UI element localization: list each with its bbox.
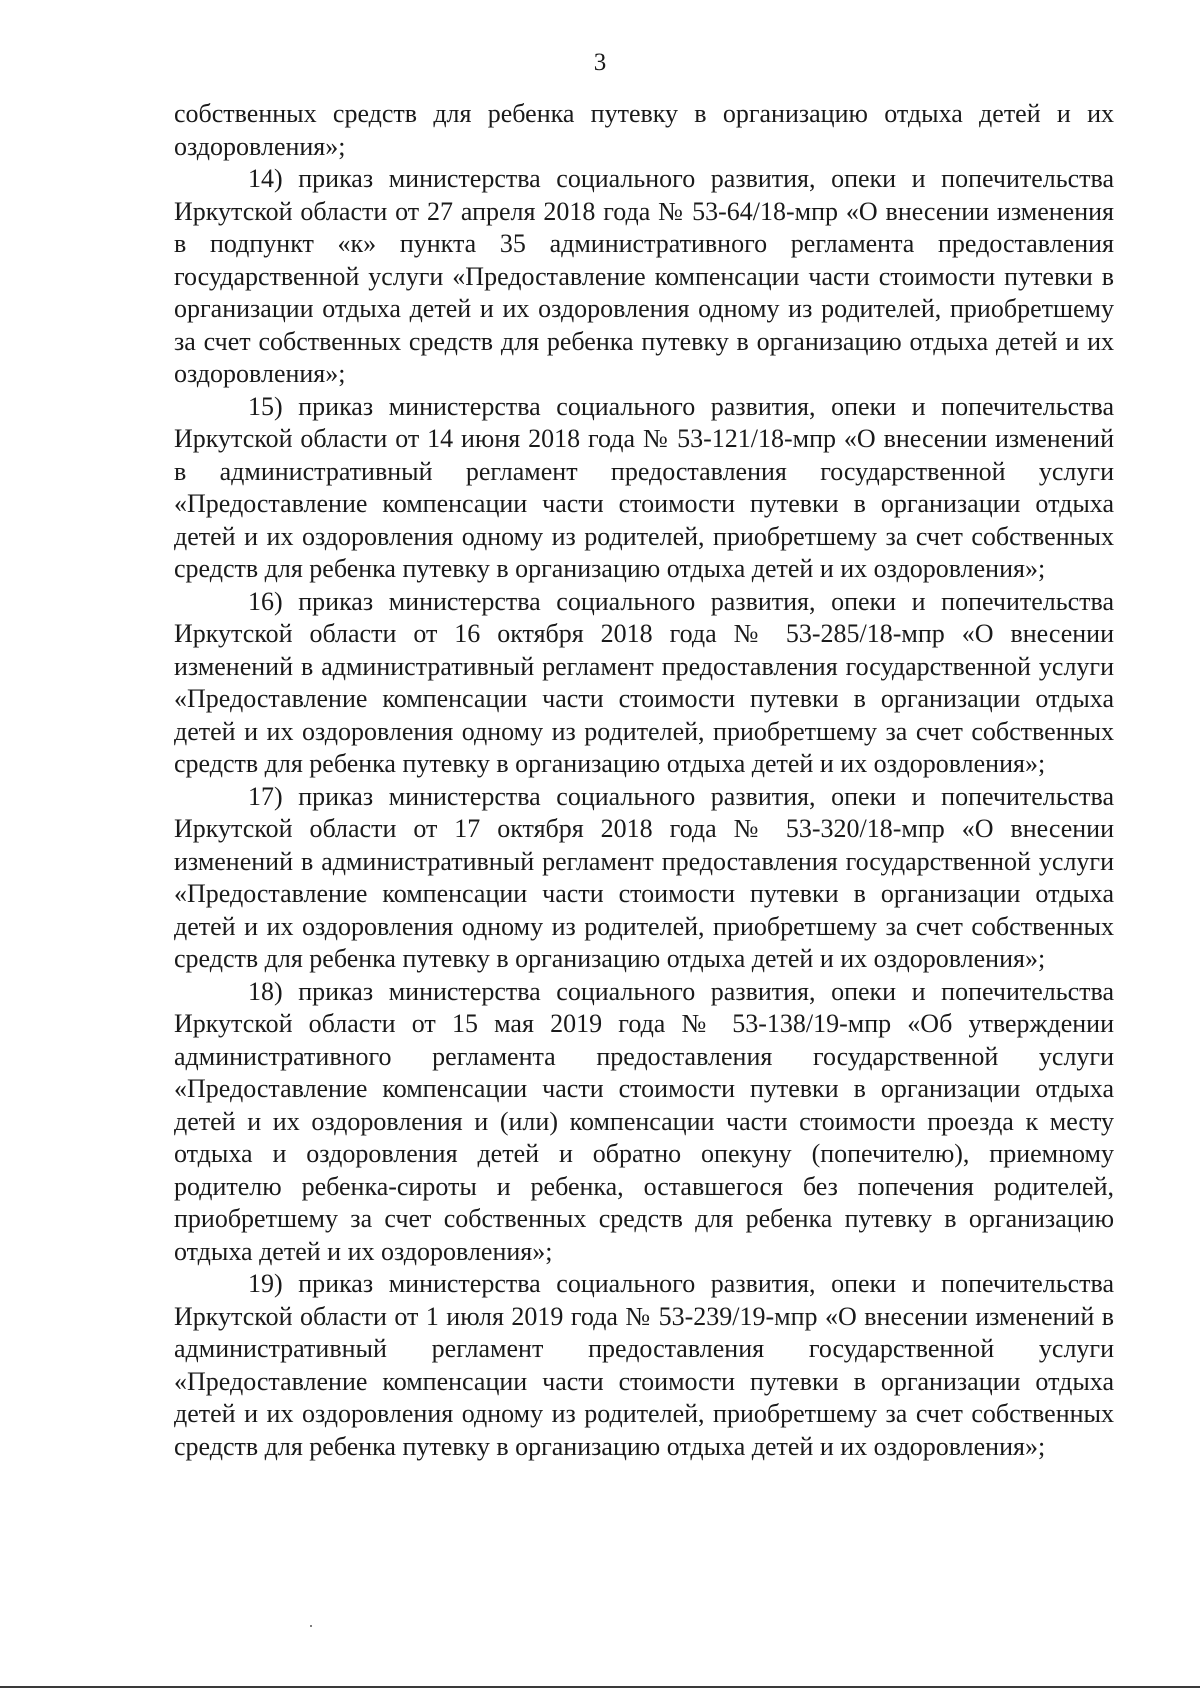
list-item-16: 16) приказ министерства социального развития, опеки и попечительства Иркутской области от 16 октября 2018 года № 53-285/18-мпр «О внесении изменений в административный регламент предоставления государственной услуги «Предоставление компенсации части стоимости путевки в организации отдыха детей и их оздоровления одному из родителей, приобретшему за счет собственных средств для ребенка путевку в организацию отдыха детей и их оздоровления»;: [174, 586, 1114, 778]
page-number: 3: [593, 49, 607, 76]
document-body: [174, 98, 1114, 1463]
list-item-19: 19) приказ министерства социального развития, опеки и попечительства Иркутской области от 1 июля 2019 года № 53-239/19-мпр «О внесении изменений в административный регламент предоставления государственной услуги «Предоставление компенсации части стоимости путевки в организации отдыха детей и их оздоровления одному из родителей, приобретшему за счет собственных средств для ребенка путевку в организацию отдыха детей и их оздоровления»;: [174, 1269, 1114, 1461]
list-item-18: 18) приказ министерства социального развития, опеки и попечительства Иркутской области от 15 мая 2019 года № 53-138/19-мпр «Об утверждении административного регламента предоставления государственной услуги «Предоставление компенсации части стоимости путевки в организации отдыха детей и их оздоровления и (или) компенсации части стоимости проезда к месту отдыха и оздоровления детей и обратно опекуну (попечителю), приемному родителю ребенка-сироты и ребенка, оставшегося без попечения родителей, приобретшему за счет собственных средств для ребенка путевку в организацию отдыха детей и их оздоровления»;: [174, 976, 1114, 1266]
list-item-15: 15) приказ министерства социального развития, опеки и попечительства Иркутской области от 14 июня 2018 года № 53-121/18-мпр «О внесении изменений в административный регламент предоставления государственной услуги «Предоставление компенсации части стоимости путевки в организации отдыха детей и их оздоровления одному из родителей, приобретшему за счет собственных средств для ребенка путевку в организацию отдыха детей и их оздоровления»;: [174, 391, 1114, 583]
list-item-17: 17) приказ министерства социального развития, опеки и попечительства Иркутской области от 17 октября 2018 года № 53-320/18-мпр «О внесении изменений в административный регламент предоставления государственной услуги «Предоставление компенсации части стоимости путевки в организации отдыха детей и их оздоровления одному из родителей, приобретшему за счет собственных средств для ребенка путевку в организацию отдыха детей и их оздоровления»;: [174, 781, 1114, 973]
paragraph-continuation: собственных средств для ребенка путевку в организацию отдыха детей и их оздоровления»;: [174, 99, 1114, 161]
scan-bottom-edge: [0, 1686, 1200, 1688]
list-item-14: 14) приказ министерства социального развития, опеки и попечительства Иркутской области от 27 апреля 2018 года № 53-64/18-мпр «О внесении изменения в подпункт «к» пункта 35 административного регламента предоставления государственной услуги «Предоставление компенсации части стоимости путевки в организации отдыха детей и их оздоровления одному из родителей, приобретшему за счет собственных средств для ребенка путевку в организацию отдыха детей и их оздоровления»;: [174, 164, 1114, 388]
scan-speck: [310, 1625, 312, 1627]
